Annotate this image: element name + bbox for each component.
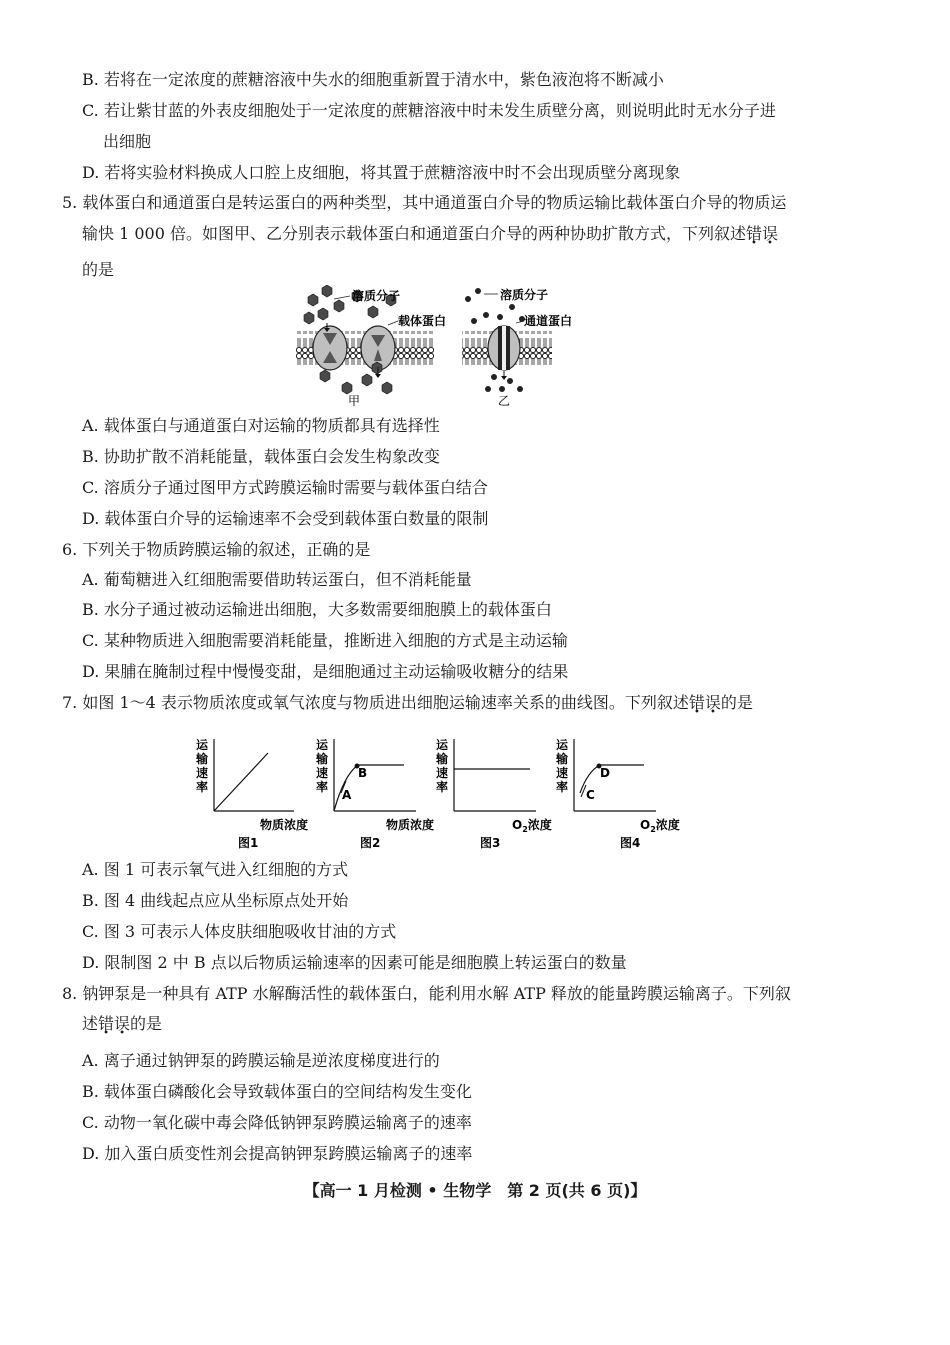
q8-emphasis-char-2: 误	[114, 1014, 131, 1033]
graph-2	[315, 737, 434, 850]
q4-option-d: D. 若将实验材料换成人口腔上皮细胞，将其置于蔗糖溶液中时不会出现质壁分离现象	[82, 163, 681, 182]
q6-stem: 6. 下列关于物质跨膜运输的叙述，正确的是	[62, 540, 371, 559]
q7-emphasis-char-1: 错	[688, 693, 705, 712]
q8-stem-line2-pre: 述	[82, 1014, 99, 1033]
q8-option-b: B. 载体蛋白磷酸化会导致载体蛋白的空间结构发生变化	[82, 1082, 472, 1101]
graph-2-label-b: B	[358, 766, 368, 780]
graph-1-curve	[214, 753, 268, 811]
graph-3-xlabel: $O_2$浓度	[512, 818, 552, 834]
graph-1-ylabel-2: 输	[196, 752, 209, 766]
q7-option-b: B. 图 4 曲线起点应从坐标原点处开始	[82, 891, 349, 910]
q7-option-c: C. 图 3 可表示人体皮肤细胞吸收甘油的方式	[82, 922, 397, 941]
graph-3	[435, 737, 552, 850]
q6-option-b: B. 水分子通过被动运输进出细胞，大多数需要细胞膜上的载体蛋白	[82, 600, 552, 619]
graph-2-ylabel-4: 率	[316, 780, 329, 794]
q5-option-d: D. 载体蛋白介导的运输速率不会受到载体蛋白数量的限制	[82, 509, 489, 528]
graph-4-xlabel: $O_2$浓度	[640, 818, 680, 834]
transport-rate-graphs	[190, 735, 700, 853]
graph-1-ylabel-3: 速	[196, 766, 209, 780]
graph-3-ylabel-4: 率	[436, 780, 449, 794]
graph-4	[555, 737, 680, 850]
graph-3-caption: 图3	[480, 836, 501, 850]
q4-option-c-line2: 出细胞	[103, 132, 152, 151]
graph-1-ylabel-1: 运	[196, 738, 209, 752]
q5-option-a: A. 载体蛋白与通道蛋白对运输的物质都具有选择性	[82, 416, 440, 435]
yi-channel-label: 通道蛋白	[524, 314, 573, 328]
q7-option-a: A. 图 1 可表示氧气进入红细胞的方式	[82, 860, 349, 879]
q8-option-d: D. 加入蛋白质变性剂会提高钠钾泵跨膜运输离子的速率	[82, 1144, 473, 1163]
q8-stem-line1: 8. 钠钾泵是一种具有 ATP 水解酶活性的载体蛋白，能利用水解 ATP 释放的能量跨膜运输离子。下列叙	[62, 984, 791, 1003]
graph-4-ylabel-4: 率	[556, 780, 569, 794]
q7-option-d: D. 限制图 2 中 B 点以后物质运输速率的因素可能是细胞膜上转运蛋白的数量	[82, 953, 627, 972]
membrane-transport-figure	[290, 285, 590, 410]
graph-2-caption: 图2	[360, 836, 381, 850]
graph-4-ylabel-3: 速	[556, 766, 569, 780]
page-footer: 【高一 1 月检测 • 生物学 第 2 页(共 6 页)】	[303, 1181, 647, 1200]
yi-caption: 乙	[498, 394, 511, 408]
q4-option-c-line1: C. 若让紫甘蓝的外表皮细胞处于一定浓度的蔗糖溶液中时未发生质壁分离，则说明此时无水分子进	[82, 101, 776, 120]
q6-option-c: C. 某种物质进入细胞需要消耗能量，推断进入细胞的方式是主动运输	[82, 631, 568, 650]
q5-emphasis-char-2: 误	[762, 224, 779, 243]
q6-option-a: A. 葡萄糖进入红细胞需要借助转运蛋白，但不消耗能量	[82, 570, 472, 589]
graph-2-label-a: A	[342, 788, 352, 802]
q5-stem-line3: 的是	[82, 260, 115, 279]
graph-2-ylabel-3: 速	[316, 766, 329, 780]
graph-3-ylabel-3: 速	[436, 766, 449, 780]
channel-protein	[488, 326, 520, 370]
q7-stem-text: 7. 如图 1～4 表示物质浓度或氧气浓度与物质进出细胞运输速率关系的曲线图。下列叙述	[62, 693, 689, 712]
q5-stem-line2-text: 输快 1 000 倍。如图甲、乙分别表示载体蛋白和通道蛋白介导的两种协助扩散方式，下列叙述	[82, 224, 746, 243]
graph-1-ylabel-4: 率	[196, 780, 209, 794]
q4-option-b: B. 若将在一定浓度的蔗糖溶液中失水的细胞重新置于清水中，紫色液泡将不断减小	[82, 70, 664, 89]
q8-stem-line2-post: 的是	[130, 1014, 163, 1033]
graph-2-ylabel-2: 输	[316, 752, 329, 766]
q7-stem-tail: 的是	[720, 693, 753, 712]
q5-option-c: C. 溶质分子通过图甲方式跨膜运输时需要与载体蛋白结合	[82, 478, 488, 497]
graph-1	[195, 737, 308, 850]
graph-4-ylabel-1: 运	[556, 738, 569, 752]
q8-option-a: A. 离子通过钠钾泵的跨膜运输是逆浓度梯度进行的	[82, 1051, 440, 1070]
graph-4-label-d: D	[600, 766, 610, 780]
carrier-protein-left	[313, 326, 347, 370]
q5-emphasis-char-1: 错	[745, 224, 762, 243]
graph-1-caption: 图1	[238, 836, 259, 850]
yi-solute-label: 溶质分子	[500, 288, 549, 302]
graph-4-caption: 图4	[620, 836, 641, 850]
q6-option-d: D. 果脯在腌制过程中慢慢变甜，是细胞通过主动运输吸收糖分的结果	[82, 662, 569, 681]
q8-option-c: C. 动物一氧化碳中毒会降低钠钾泵跨膜运输离子的速率	[82, 1113, 472, 1132]
graph-4-label-c: C	[586, 788, 595, 802]
graph-4-ylabel-2: 输	[556, 752, 569, 766]
graph-1-xlabel: 物质浓度	[260, 818, 309, 832]
q5-option-b: B. 协助扩散不消耗能量，载体蛋白会发生构象改变	[82, 447, 440, 466]
graph-2-xlabel: 物质浓度	[386, 818, 435, 832]
graph-3-ylabel-2: 输	[436, 752, 449, 766]
q8-emphasis-char-1: 错	[98, 1014, 115, 1033]
q8-stem-line2	[82, 1013, 162, 1035]
q5-stem-line2	[82, 223, 778, 245]
jia-carrier-label: 载体蛋白	[398, 314, 447, 328]
q7-emphasis-char-2: 误	[704, 693, 721, 712]
jia-caption: 甲	[348, 394, 361, 408]
q5-stem-line1: 5. 载体蛋白和通道蛋白是转运蛋白的两种类型，其中通道蛋白介导的物质运输比载体蛋白介导的物质运	[62, 193, 787, 212]
graph-2-ylabel-1: 运	[316, 738, 329, 752]
jia-solute-label: 溶质分子	[352, 289, 401, 303]
q7-stem	[62, 692, 753, 714]
graph-3-ylabel-1: 运	[436, 738, 449, 752]
